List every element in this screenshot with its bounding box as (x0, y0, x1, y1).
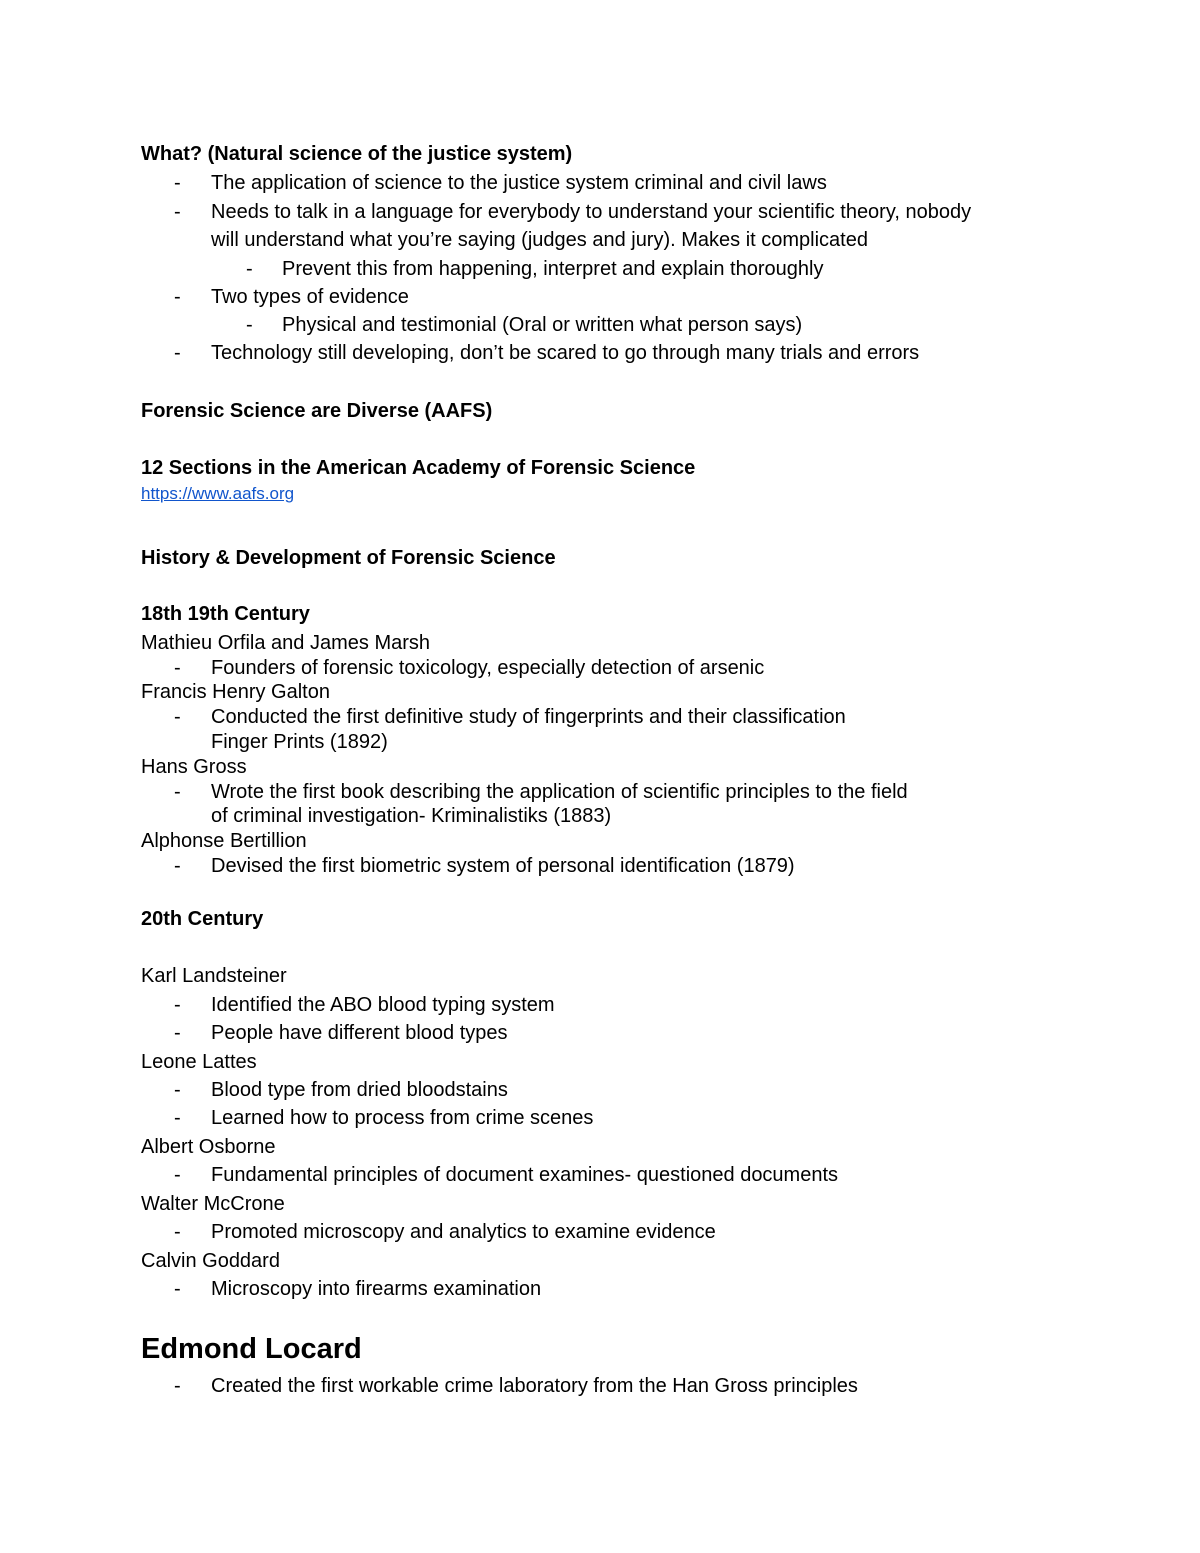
bullet-dash: - (174, 781, 181, 803)
list-item: Fundamental principles of document examines- questioned documents (211, 1164, 839, 1186)
list-item: Blood type from dried bloodstains (211, 1079, 508, 1101)
list-item: Learned how to process from crime scenes (211, 1107, 594, 1129)
list-item: Promoted microscopy and analytics to examine evidence (211, 1221, 716, 1243)
list-item: Wrote the first book describing the application of scientific principles to the field (211, 781, 908, 803)
section-heading-diverse: Forensic Science are Diverse (AAFS) (141, 400, 493, 422)
section-heading-18th-19th: 18th 19th Century (141, 603, 310, 625)
bullet-dash: - (174, 706, 181, 728)
bullet-dash: - (174, 286, 181, 308)
bullet-dash: - (174, 1278, 181, 1300)
person-name: Leone Lattes (141, 1051, 257, 1073)
list-item: Identified the ABO blood typing system (211, 994, 555, 1016)
list-item: Two types of evidence (211, 286, 409, 308)
bullet-dash: - (246, 314, 253, 336)
bullet-dash: - (174, 1375, 181, 1397)
section-heading-20th: 20th Century (141, 908, 264, 930)
list-item: The application of science to the justice system criminal and civil laws (211, 172, 827, 194)
bullet-dash: - (174, 657, 181, 679)
list-item: Microscopy into firearms examination (211, 1278, 542, 1300)
person-name: Calvin Goddard (141, 1250, 280, 1272)
person-name: Walter McCrone (141, 1193, 285, 1215)
heading-edmond-locard: Edmond Locard (141, 1333, 362, 1365)
person-name: Karl Landsteiner (141, 965, 287, 987)
person-name: Albert Osborne (141, 1136, 276, 1158)
section-heading-history: History & Development of Forensic Science (141, 547, 556, 569)
bullet-dash: - (174, 342, 181, 364)
bullet-dash: - (246, 258, 253, 280)
bullet-dash: - (174, 1079, 181, 1101)
bullet-dash: - (174, 1022, 181, 1044)
list-sub-item: Prevent this from happening, interpret and explain thoroughly (282, 258, 824, 280)
person-name: Francis Henry Galton (141, 681, 330, 703)
bullet-dash: - (174, 201, 181, 223)
person-name: Alphonse Bertillion (141, 830, 307, 852)
bullet-dash: - (174, 1164, 181, 1186)
section-heading-aafs: 12 Sections in the American Academy of Forensic Science (141, 457, 696, 479)
bullet-dash: - (174, 172, 181, 194)
bullet-dash: - (174, 1107, 181, 1129)
list-item-continued: of criminal investigation- Kriminalistiks (1883) (211, 805, 612, 827)
list-item: Devised the first biometric system of personal identification (1879) (211, 855, 795, 877)
list-item: Needs to talk in a language for everybody to understand your scientific theory, nobody (211, 201, 972, 223)
aafs-link[interactable]: https://www.aafs.org (141, 484, 295, 503)
list-item: People have different blood types (211, 1022, 508, 1044)
person-name: Hans Gross (141, 756, 247, 778)
bullet-dash: - (174, 994, 181, 1016)
list-item-continued: will understand what you’re saying (judges and jury). Makes it complicated (211, 229, 868, 251)
list-item: Created the first workable crime laboratory from the Han Gross principles (211, 1375, 858, 1397)
section-heading-what: What? (Natural science of the justice system) (141, 143, 573, 165)
list-item: Technology still developing, don’t be scared to go through many trials and errors (211, 342, 920, 364)
list-item-continued: Finger Prints (1892) (211, 731, 388, 753)
bullet-dash: - (174, 1221, 181, 1243)
list-item: Founders of forensic toxicology, especially detection of arsenic (211, 657, 765, 679)
person-name: Mathieu Orfila and James Marsh (141, 632, 431, 654)
bullet-dash: - (174, 855, 181, 877)
list-sub-item: Physical and testimonial (Oral or written what person says) (282, 314, 803, 336)
list-item: Conducted the first definitive study of fingerprints and their classification (211, 706, 846, 728)
